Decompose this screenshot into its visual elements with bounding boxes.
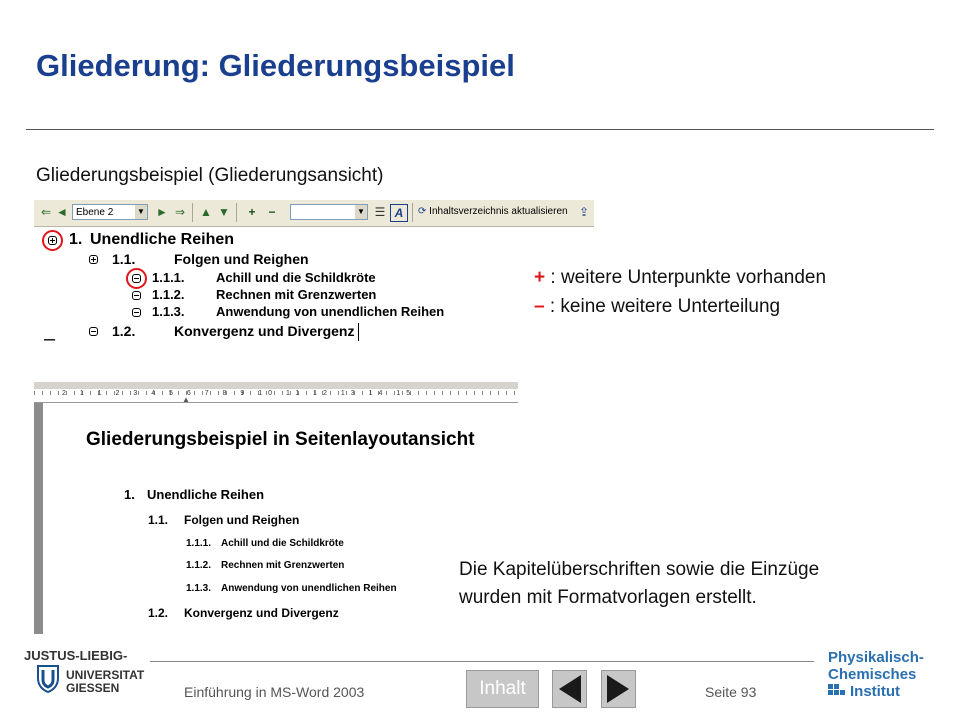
show-formatting-icon[interactable]: A — [390, 204, 408, 222]
footer-course-title: Einführung in MS-Word 2003 — [184, 684, 365, 700]
page-heading: Gliederungsbeispiel in Seitenlayoutansicht — [86, 429, 475, 450]
outline-item-number: 1.1.1. — [152, 270, 185, 285]
outline-item-text[interactable]: Achill und die Schildkröte — [216, 270, 376, 285]
collapse-icon[interactable]: − — [268, 205, 276, 219]
outline-level-value: Ebene 2 — [76, 207, 114, 218]
chevron-down-icon[interactable]: ▼ — [135, 205, 147, 219]
outline-item-number: 1.1.2. — [152, 287, 185, 302]
text-cursor — [358, 323, 359, 341]
show-first-line-icon[interactable]: ☰ — [374, 205, 386, 219]
ruler-margin-band — [34, 382, 518, 389]
next-slide-button[interactable] — [601, 670, 636, 708]
previous-slide-button[interactable] — [552, 670, 587, 708]
page-item-text: Rechnen mit Grenzwerten — [221, 560, 345, 571]
title-divider — [26, 129, 934, 130]
institute-logo — [824, 646, 944, 700]
page-left-edge — [34, 403, 43, 634]
svg-text:Chemisches: Chemisches — [828, 666, 917, 683]
page-item-text: Konvergenz und Divergenz — [184, 606, 339, 620]
institute-logo-icon — [824, 646, 944, 700]
outline-item-text[interactable]: Unendliche Reihen — [90, 231, 235, 248]
highlight-circle — [126, 268, 147, 289]
legend-plus-symbol: + — [534, 267, 546, 288]
note-line: Die Kapitelüberschriften sowie die Einzüge — [459, 559, 820, 580]
expand-symbol-icon[interactable] — [89, 255, 98, 264]
contents-button[interactable]: Inhalt — [466, 670, 539, 708]
svg-text:Physikalisch-: Physikalisch- — [828, 649, 924, 666]
promote-icon[interactable]: ◄ — [56, 205, 68, 219]
svg-text:UNIVERSITAT: UNIVERSITAT — [66, 668, 145, 682]
svg-text:Institut: Institut — [850, 683, 900, 700]
highlight-circle — [42, 230, 63, 251]
demote-icon[interactable]: ► — [156, 205, 168, 219]
outline-level-select[interactable] — [72, 204, 148, 220]
footer-divider — [150, 661, 814, 662]
no-subitems-symbol-icon[interactable] — [89, 327, 98, 336]
legend-plus-text: : weitere Unterpunkte vorhanden — [545, 267, 827, 288]
legend-minus-text: : keine weitere Unterteilung — [544, 296, 781, 317]
update-toc-button[interactable] — [418, 204, 568, 220]
page-item-number: 1.1.1. — [186, 538, 212, 549]
slide-subtitle: Gliederungsbeispiel (Gliederungsansicht) — [36, 165, 384, 186]
footer-page-number: Seite 93 — [705, 684, 757, 700]
outline-item-text[interactable]: Anwendung von unendlichen Reihen — [216, 304, 445, 319]
page-item-text: Folgen und Reighen — [184, 513, 300, 527]
toolbar-separator — [412, 203, 413, 222]
outline-item-text[interactable]: Konvergenz und Divergenz — [174, 323, 355, 339]
outline-toolbar — [34, 200, 594, 227]
demote-to-body-icon[interactable]: ⇒ — [174, 205, 186, 219]
toolbar-separator — [192, 203, 193, 222]
symbol-legend — [534, 263, 826, 321]
outline-item-text[interactable]: Rechnen mit Grenzwerten — [216, 287, 377, 302]
goto-toc-icon[interactable]: ⇪ — [578, 205, 590, 219]
note-line: wurden mit Formatvorlagen erstellt. — [459, 587, 757, 608]
page-item-number: 1. — [124, 487, 135, 502]
formatting-note — [459, 556, 819, 612]
update-toc-label: Inhaltsverzeichnis aktualisieren — [429, 206, 568, 217]
expand-icon[interactable]: + — [248, 205, 256, 219]
slide-title: Gliederung: Gliederungsbeispiel — [36, 48, 515, 83]
no-subitems-symbol-icon[interactable] — [132, 308, 141, 317]
legend-plus-row — [534, 263, 826, 292]
ruler-numbers: 2 1 1 2 3 4 5 6 7 8 9 10 11 12 13 14 15 — [62, 390, 417, 397]
page-item-number: 1.2. — [148, 606, 169, 620]
arrow-right-icon — [602, 671, 635, 707]
refresh-icon: ⟳ — [418, 206, 427, 217]
legend-minus-symbol: – — [534, 296, 545, 317]
show-level-select[interactable] — [290, 204, 368, 220]
page-layout-screenshot — [34, 382, 518, 634]
page-item-text: Anwendung von unendlichen Reihen — [221, 583, 397, 594]
page-item-text: Achill und die Schildkröte — [221, 538, 344, 549]
outline-item-text[interactable]: Folgen und Reighen — [174, 251, 309, 267]
page-item-text: Unendliche Reihen — [147, 487, 265, 502]
toolbar-separator — [236, 203, 237, 222]
indent-marker-icon[interactable]: ▲ — [182, 395, 190, 404]
page-item-number: 1.1. — [148, 513, 169, 527]
arrow-left-icon — [553, 671, 586, 707]
outline-item-number: 1.1. — [112, 251, 136, 267]
university-logo — [24, 646, 154, 700]
horizontal-ruler[interactable] — [34, 382, 518, 403]
chevron-down-icon[interactable]: ▼ — [355, 205, 367, 219]
legend-minus-row — [534, 292, 826, 321]
move-down-icon[interactable]: ▼ — [218, 205, 230, 219]
svg-text:GIESSEN: GIESSEN — [66, 681, 120, 695]
outline-item-number: 1. — [69, 231, 83, 248]
move-up-icon[interactable]: ▲ — [200, 205, 212, 219]
promote-to-heading1-icon[interactable]: ⇐ — [40, 205, 52, 219]
outline-document[interactable] — [34, 227, 594, 350]
no-subitems-symbol-icon[interactable] — [132, 291, 141, 300]
outline-item-number: 1.1.3. — [152, 304, 185, 319]
university-crest-icon — [24, 646, 154, 700]
outline-view-screenshot — [34, 200, 594, 350]
page-item-number: 1.1.2. — [186, 560, 212, 571]
svg-text:JUSTUS-LIEBIG-: JUSTUS-LIEBIG- — [24, 648, 128, 663]
stray-dash: – — [44, 328, 56, 350]
page-item-number: 1.1.3. — [186, 583, 212, 594]
outline-item-number: 1.2. — [112, 323, 136, 339]
